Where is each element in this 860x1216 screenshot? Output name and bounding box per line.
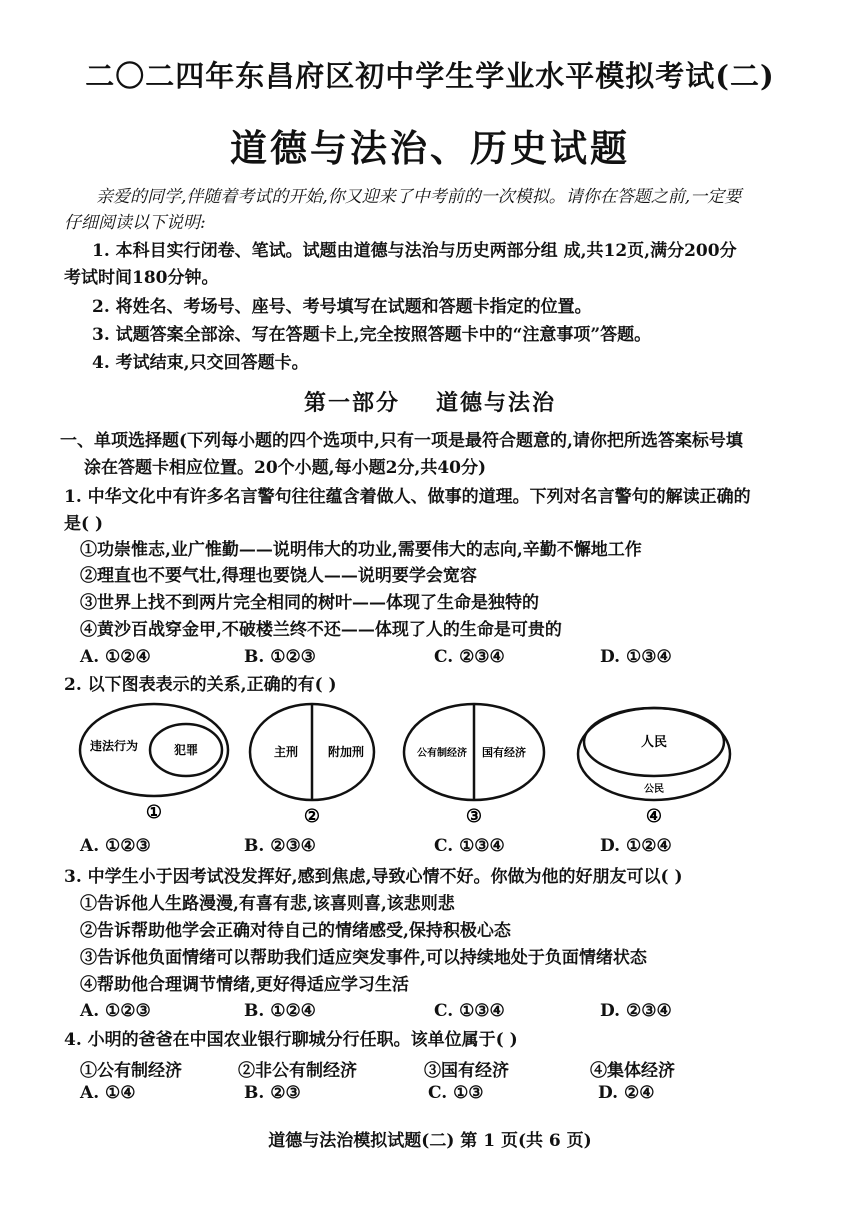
question-3-statement: ①告诉他人生路漫漫,有喜有悲,该喜则喜,该悲则悲 (80, 894, 455, 914)
question-4-option-d: D. ②④ (598, 1083, 655, 1103)
diagram-2-left-label: 主刑 (273, 745, 299, 759)
question-3-option-c: C. ①③④ (434, 1001, 505, 1021)
diagram-3-number: ③ (465, 806, 483, 827)
question-2-stem: 2. 以下图表表示的关系,正确的有( ) (64, 675, 337, 695)
diagram-3-right-label: 国有经济 (482, 746, 526, 759)
question-3-statement: ②告诉帮助他学会正确对待自己的情绪感受,保持积极心态 (80, 921, 511, 941)
question-1-statement: ①功崇惟志,业广惟勤——说明伟大的功业,需要伟大的志向,辛勤不懈地工作 (80, 540, 642, 560)
instruction-item-4: 4. 考试结束,只交回答题卡。 (92, 353, 309, 373)
question-4-statement: ①公有制经济 (80, 1061, 182, 1081)
diagram-1-outer-label: 违法行为 (89, 739, 139, 753)
question-1-stem-cont: 是( ) (64, 514, 104, 534)
question-1-statement: ②理直也不要气壮,得理也要饶人——说明要学会宽容 (80, 566, 477, 586)
diagram-4 (578, 708, 730, 827)
diagram-3-left-label: 公有制经济 (417, 748, 467, 759)
question-3-statement: ④帮助他合理调节情绪,更好得适应学习生活 (80, 975, 409, 995)
page-footer: 道德与法治模拟试题(二) 第 1 页(共 6 页) (268, 1131, 592, 1151)
question-1-option-b: B. ①②③ (244, 647, 316, 667)
diagram-1-inner-label: 犯罪 (173, 743, 199, 757)
question-4-statement: ③国有经济 (424, 1061, 509, 1081)
diagram-1 (80, 704, 228, 823)
question-1-option-d: D. ①③④ (600, 647, 672, 667)
question-3-statement: ③告诉他负面情绪可以帮助我们适应突发事件,可以持续地处于负面情绪状态 (80, 948, 647, 968)
diagram-4-inner-label: 人民 (640, 735, 668, 750)
question-3-stem: 3. 中学生小于因考试没发挥好,感到焦虑,导致心情不好。你做为他的好朋友可以( ) (64, 867, 683, 887)
question-3-option-b: B. ①②④ (244, 1001, 316, 1021)
question-1-statement: ③世界上找不到两片完全相同的树叶——体现了生命是独特的 (80, 593, 539, 613)
instruction-item-1: 1. 本科目实行闭卷、笔试。试题由道德与法治与历史两部分组 成,共12页,满分200分 (92, 241, 737, 261)
instructions-intro-cont: 仔细阅读以下说明: (64, 213, 206, 233)
question-4-stem: 4. 小明的爸爸在中国农业银行聊城分行任职。该单位属于( ) (64, 1030, 518, 1050)
diagram-1-number: ① (145, 802, 163, 823)
question-1-stem: 1. 中华文化中有许多名言警句往往蕴含着做人、做事的道理。下列对名言警句的解读正确的 (64, 487, 751, 507)
question-4-option-a: A. ①④ (80, 1083, 136, 1103)
section-heading-cont: 涂在答题卡相应位置。20个小题,每小题2分,共40分) (84, 458, 487, 478)
question-4-statement: ④集体经济 (590, 1061, 675, 1081)
question-1-statement: ④黄沙百战穿金甲,不破楼兰终不还——体现了人的生命是可贵的 (80, 620, 562, 640)
question-3-option-a: A. ①②③ (80, 1001, 151, 1021)
section-heading: 一、单项选择题(下列每小题的四个选项中,只有一项是最符合题意的,请你把所选答案标号填 (60, 431, 743, 451)
question-2-option-b: B. ②③④ (244, 836, 316, 856)
diagram-2 (250, 704, 374, 827)
subject-title: 道德与法治、历史试题 (230, 126, 630, 170)
question-4-option-b: B. ②③ (244, 1083, 301, 1103)
instructions-intro: 亲爱的同学,伴随着考试的开始,你又迎来了中考前的一次模拟。请你在答题之前,一定要 (96, 187, 742, 207)
exam-title: 二〇二四年东昌府区初中学生学业水平模拟考试(二) (85, 59, 775, 93)
question-2-option-c: C. ①③④ (434, 836, 505, 856)
part-label: 第一部分 (303, 390, 400, 416)
question-2-option-d: D. ①②④ (600, 836, 672, 856)
instruction-item-2: 2. 将姓名、考场号、座号、考号填写在试题和答题卡指定的位置。 (92, 297, 592, 317)
diagram-3 (404, 704, 544, 827)
question-4-statement: ②非公有制经济 (238, 1061, 357, 1081)
question-1-option-a: A. ①②④ (80, 647, 151, 667)
diagram-4-number: ④ (645, 806, 663, 827)
part-heading (0, 386, 860, 417)
question-2-option-a: A. ①②③ (80, 836, 151, 856)
relationship-diagrams (70, 700, 770, 830)
diagram-4-outer-label: 公民 (644, 784, 664, 795)
diagram-2-right-label: 附加刑 (327, 745, 365, 759)
question-3-option-d: D. ②③④ (600, 1001, 672, 1021)
instruction-item-1-cont: 考试时间180分钟。 (64, 268, 219, 288)
part-name: 道德与法治 (436, 390, 557, 416)
diagram-2-number: ② (303, 806, 321, 827)
instruction-item-3: 3. 试题答案全部涂、写在答题卡上,完全按照答题卡中的“注意事项”答题。 (92, 325, 652, 345)
question-4-option-c: C. ①③ (428, 1083, 484, 1103)
question-1-option-c: C. ②③④ (434, 647, 505, 667)
